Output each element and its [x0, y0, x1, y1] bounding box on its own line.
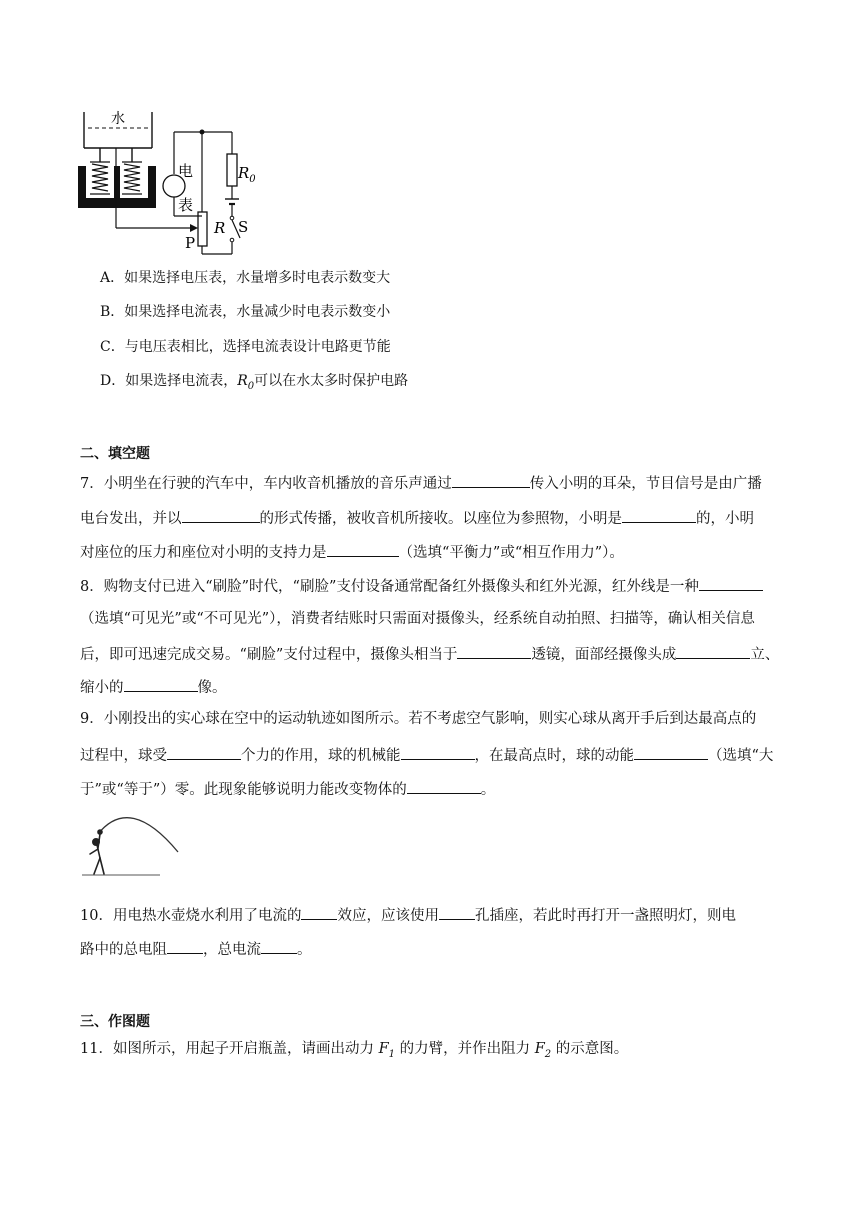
- s-label: S: [238, 218, 249, 236]
- base: [78, 166, 156, 208]
- option-b: B．如果选择电流表，水量减少时电表示数变小: [100, 304, 391, 320]
- rheostat-r: [198, 212, 207, 246]
- resistor-r0: [227, 154, 237, 186]
- question-7-line-1: 7．小明坐在行驶的汽车中，车内收音机播放的音乐声通过 传入小明的耳朵，节目信号是由广播: [80, 472, 762, 494]
- water-label: 水: [111, 111, 125, 127]
- question-9-line-3: 于”或“等于”）零。此现象能够说明力能改变物体的 。: [80, 778, 495, 800]
- question-10-line-2: 路中的总电阻 ，总电流 。: [80, 938, 312, 960]
- thrower-icon: [90, 834, 104, 874]
- shot-put-trajectory-figure: [80, 804, 185, 880]
- spring-left: [90, 162, 110, 194]
- question-7-line-2: 电台发出，并以 的形式传播，被收音机所接收。以座位为参照物，小明是 的，小明: [80, 507, 754, 529]
- question-8-line-2: （选填“可见光”或“不可见光”），消费者结账时只需面对摄像头，经系统自动拍照、扫描等，确认相关信息: [80, 611, 755, 627]
- option-a: A．如果选择电压表，水量增多时电表示数变大: [100, 270, 391, 286]
- r0-label: $R_0$: [238, 164, 256, 185]
- section-title-drawing: 三、作图题: [80, 1014, 150, 1030]
- question-9-line-2: 过程中，球受 个力的作用，球的机械能 ，在最高点时，球的动能 （选填“大: [80, 744, 773, 766]
- question-11: 11．如图所示，用起子开启瓶盖，请画出动力 $F_1$ 的力臂，并作出阻力 $F_2$ 的示意图。: [80, 1041, 629, 1060]
- section-title-fill-in: 二、填空题: [80, 446, 150, 462]
- circuit-figure: [74, 104, 264, 264]
- option-c: C．与电压表相比，选择电流表设计电路更节能: [100, 339, 391, 355]
- question-9-line-1: 9．小刚投出的实心球在空中的运动轨迹如图所示。若不考虑空气影响，则实心球从离开手后到达最高点的: [80, 711, 757, 727]
- spring-right: [122, 162, 142, 194]
- question-8-line-1: 8．购物支付已进入“刷脸”时代，“刷脸”支付设备通常配备红外摄像头和红外光源，红外线是一种: [80, 575, 763, 597]
- question-8-line-4: 缩小的 像。: [80, 676, 227, 698]
- question-8-line-3: 后，即可迅速完成交易。“刷脸”支付过程中，摄像头相当于 透镜，面部经摄像头成 立、: [80, 643, 779, 665]
- trajectory-curve: [98, 818, 178, 852]
- question-7-line-3: 对座位的压力和座位对小明的支持力是 （选填“平衡力”或“相互作用力”）。: [80, 541, 624, 563]
- p-label: P: [185, 234, 196, 252]
- meter-label-2: 表: [178, 196, 194, 214]
- meter-label-1: 电: [178, 162, 194, 180]
- r-label: R: [214, 219, 226, 237]
- option-d: D．如果选择电流表，$R_0$可以在水太多时保护电路: [100, 373, 409, 392]
- question-10-line-1: 10．用电热水壶烧水利用了电流的 效应，应该使用 孔插座，若此时再打开一盏照明灯，则电: [80, 904, 736, 926]
